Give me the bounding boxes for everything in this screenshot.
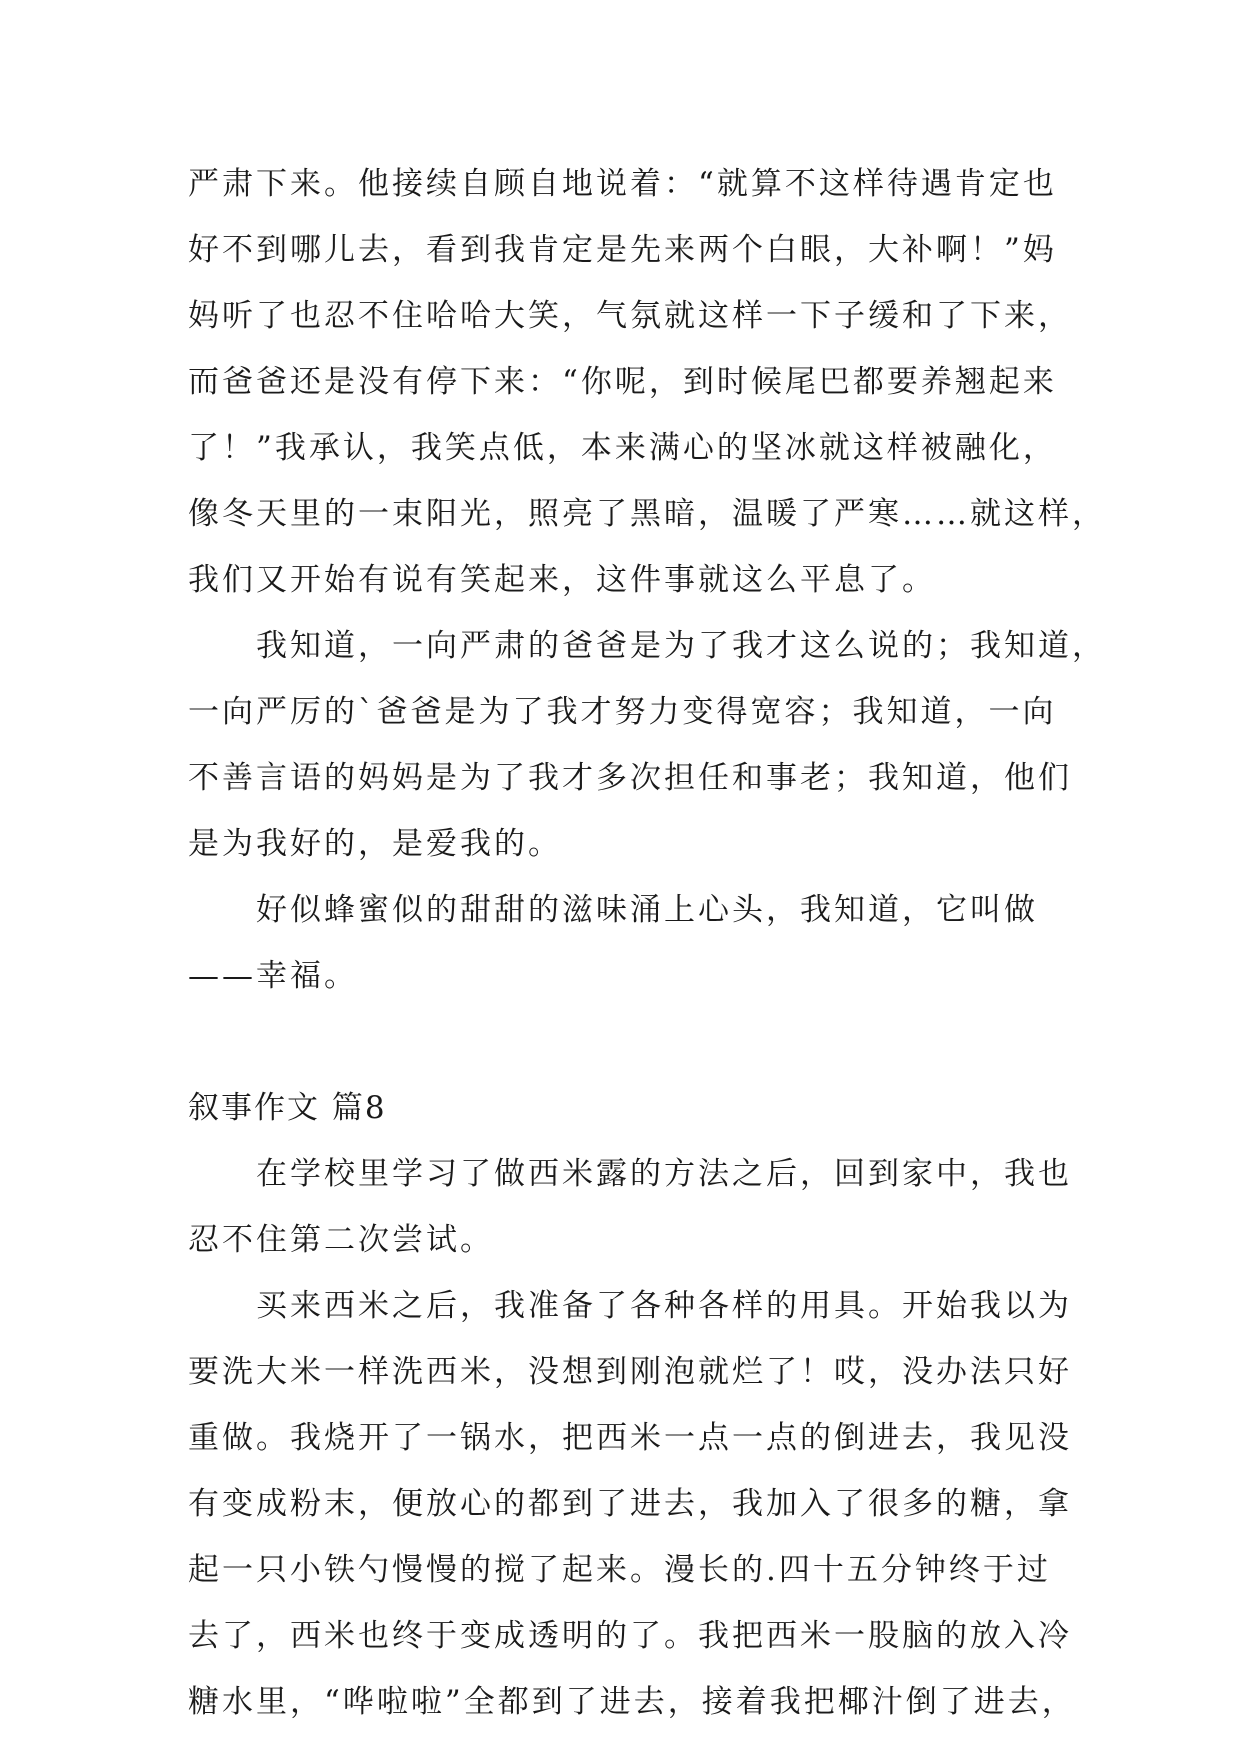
paragraph-line: 重做。我烧开了一锅水，把西米一点一点的倒进去，我见没 [188,1420,1072,1456]
paragraph-line: 有变成粉末，便放心的都到了进去，我加入了很多的糖，拿 [188,1486,1072,1522]
section-heading: 叙事作文 篇8 [188,1090,387,1126]
paragraph-line: 忍不住第二次尝试。 [188,1222,494,1258]
paragraph-line: 在学校里学习了做西米露的方法之后，回到家中，我也 [256,1156,1072,1192]
paragraph-line: 好似蜂蜜似的甜甜的滋味涌上心头，我知道，它叫做 [256,892,1038,928]
paragraph-line: 买来西米之后，我准备了各种各样的用具。开始我以为 [256,1288,1072,1324]
paragraph-line: 糖水里，“哗啦啦”全都到了进去，接着我把椰汁倒了进去， [188,1684,1076,1720]
paragraph-line: 妈听了也忍不住哈哈大笑，气氛就这样一下子缓和了下来， [188,298,1072,334]
paragraph-line: 而爸爸还是没有停下来：“你呢，到时候尾巴都要养翘起来 [188,364,1057,400]
paragraph-line: 不善言语的妈妈是为了我才多次担任和事老；我知道，他们 [188,760,1072,796]
paragraph-line: 好不到哪儿去，看到我肯定是先来两个白眼，大补啊！”妈 [188,232,1057,268]
paragraph-line: 要洗大米一样洗西米，没想到刚泡就烂了！哎，没办法只好 [188,1354,1072,1390]
paragraph-line: 我知道，一向严肃的爸爸是为了我才这么说的；我知道， [256,628,1106,664]
paragraph-line: 了！”我承认，我笑点低，本来满心的坚冰就这样被融化， [188,430,1057,466]
paragraph-line: 像冬天里的一束阳光，照亮了黑暗，温暖了严寒……就这样， [188,496,1106,532]
paragraph-line: 一向严厉的`爸爸是为了我才努力变得宽容；我知道，一向 [188,694,1057,730]
paragraph-line: 起一只小铁勺慢慢的搅了起来。漫长的.四十五分钟终于过 [188,1552,1051,1588]
paragraph-line: ——幸福。 [188,958,358,994]
paragraph-line: 我们又开始有说有笑起来，这件事就这么平息了。 [188,562,936,598]
paragraph-line: 严肃下来。他接续自顾自地说着：“就算不这样待遇肯定也 [188,166,1057,202]
paragraph-line: 是为我好的，是爱我的。 [188,826,562,862]
paragraph-line: 去了，西米也终于变成透明的了。我把西米一股脑的放入冷 [188,1618,1072,1654]
